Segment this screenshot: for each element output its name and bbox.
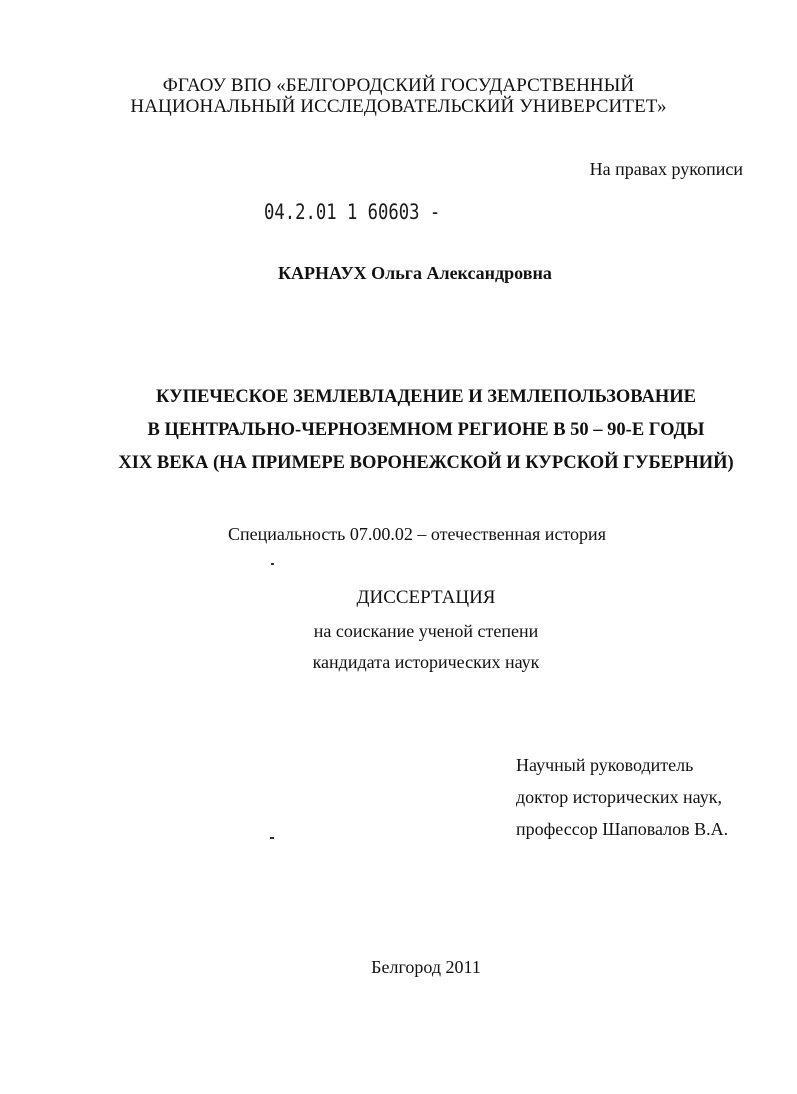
document-type-heading: ДИССЕРТАЦИЯ [356, 587, 496, 608]
manuscript-rights-note: На правах рукописи [589, 159, 743, 179]
dissertation-title-line-1: КУПЕЧЕСКОЕ ЗЕМЛЕВЛАДЕНИЕ И ЗЕМЛЕПОЛЬЗОВАНИЕ [156, 387, 696, 407]
city-and-year: Белгород 2011 [371, 957, 481, 977]
scan-speck-mark [271, 563, 274, 565]
advisor-label: Научный руководитель [516, 755, 694, 775]
degree-purpose-line-1: на соискание ученой степени [313, 621, 539, 641]
scan-speck-mark [270, 837, 274, 839]
registry-number-stamp: 04.2.01 1 60603 - [264, 200, 441, 224]
dissertation-title-line-2: В ЦЕНТРАЛЬНО-ЧЕРНОЗЕМНОМ РЕГИОНЕ В 50 – 90-Е ГОДЫ [147, 420, 705, 440]
institution-name-line-2: НАЦИОНАЛЬНЫЙ ИССЛЕДОВАТЕЛЬСКИЙ УНИВЕРСИТЕТ» [130, 96, 667, 117]
advisor-name: профессор Шаповалов В.А. [516, 819, 729, 839]
degree-purpose-line-2: кандидата исторических наук [312, 652, 540, 672]
dissertation-title-line-3: XIX ВЕКА (НА ПРИМЕРЕ ВОРОНЕЖСКОЙ И КУРСКОЙ ГУБЕРНИЙ) [118, 453, 734, 473]
specialty-line: Специальность 07.00.02 – отечественная история [228, 524, 606, 544]
institution-name-line-1: ФГАОУ ВПО «БЕЛГОРОДСКИЙ ГОСУДАРСТВЕННЫЙ [162, 75, 635, 96]
advisor-degree: доктор исторических наук, [516, 787, 722, 807]
author-name: КАРНАУХ Ольга Александровна [278, 263, 552, 283]
